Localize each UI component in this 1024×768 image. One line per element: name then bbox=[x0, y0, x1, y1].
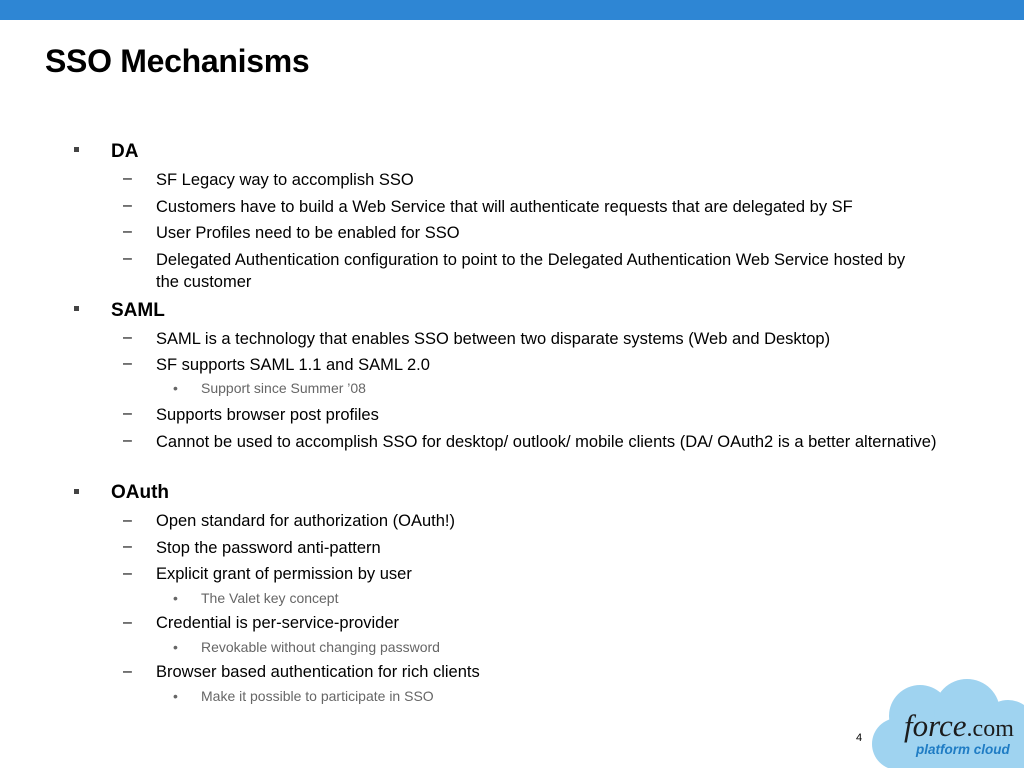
slide-title: SSO Mechanisms bbox=[45, 43, 310, 79]
sub-bullet-item: Make it possible to participate in SSO bbox=[201, 688, 434, 704]
logo-tagline: platform cloud bbox=[916, 742, 1010, 757]
sub-bullet-item: Support since Summer ’08 bbox=[201, 380, 366, 396]
dash-bullet: – bbox=[123, 512, 132, 529]
dash-bullet: – bbox=[123, 355, 132, 372]
force-com-logo bbox=[870, 676, 1024, 768]
section-heading-oauth: OAuth bbox=[111, 482, 170, 503]
dash-bullet: – bbox=[123, 329, 132, 346]
dot-bullet: • bbox=[173, 688, 178, 704]
section-heading-da: DA bbox=[111, 141, 139, 162]
square-bullet-icon bbox=[72, 487, 82, 497]
sub-bullet-item: The Valet key concept bbox=[201, 590, 339, 606]
bullet-item: Open standard for authorization (OAuth!) bbox=[156, 512, 455, 530]
bullet-item: Browser based authentication for rich clients bbox=[156, 663, 480, 681]
dash-bullet: – bbox=[123, 614, 132, 631]
bullet-item: SF Legacy way to accomplish SSO bbox=[156, 171, 414, 189]
top-accent-bar bbox=[0, 0, 1024, 20]
logo-suffix: .com bbox=[966, 716, 1014, 742]
dash-bullet: – bbox=[123, 663, 132, 680]
section-heading-saml: SAML bbox=[111, 300, 165, 321]
bullet-item: Delegated Authentication configuration to point to the Delegated Authentication Web Service hosted by the customer bbox=[156, 251, 906, 291]
bullet-item: Credential is per-service-provider bbox=[156, 614, 400, 632]
logo-brand: force bbox=[904, 708, 967, 743]
dash-bullet: – bbox=[123, 223, 132, 240]
dash-bullet: – bbox=[123, 538, 132, 555]
bullet-item: SAML is a technology that enables SSO between two disparate systems (Web and Desktop) bbox=[156, 330, 831, 348]
dash-bullet: – bbox=[123, 170, 132, 187]
bullet-item: SF supports SAML 1.1 and SAML 2.0 bbox=[156, 356, 430, 374]
square-bullet-icon bbox=[72, 304, 82, 314]
dash-bullet: – bbox=[123, 405, 132, 422]
bullet-item: User Profiles need to be enabled for SSO bbox=[156, 224, 460, 242]
square-bullet-icon bbox=[72, 145, 82, 155]
dot-bullet: • bbox=[173, 380, 178, 396]
cloud-icon bbox=[870, 676, 1024, 768]
bullet-item: Customers have to build a Web Service that will authenticate requests that are delegated by SF bbox=[156, 198, 853, 216]
dash-bullet: – bbox=[123, 565, 132, 582]
bullet-item: Explicit grant of permission by user bbox=[156, 565, 412, 583]
bullet-item: Supports browser post profiles bbox=[156, 406, 379, 424]
dash-bullet: – bbox=[123, 197, 132, 214]
dash-bullet: – bbox=[123, 432, 132, 449]
bullet-item: Stop the password anti-pattern bbox=[156, 539, 381, 557]
sub-bullet-item: Revokable without changing password bbox=[201, 639, 440, 655]
bullet-item: Cannot be used to accomplish SSO for desktop/ outlook/ mobile clients (DA/ OAuth2 is a better alternative) bbox=[156, 433, 937, 451]
page-number: 4 bbox=[856, 732, 863, 744]
dot-bullet: • bbox=[173, 590, 178, 606]
dash-bullet: – bbox=[123, 250, 132, 267]
dot-bullet: • bbox=[173, 639, 178, 655]
